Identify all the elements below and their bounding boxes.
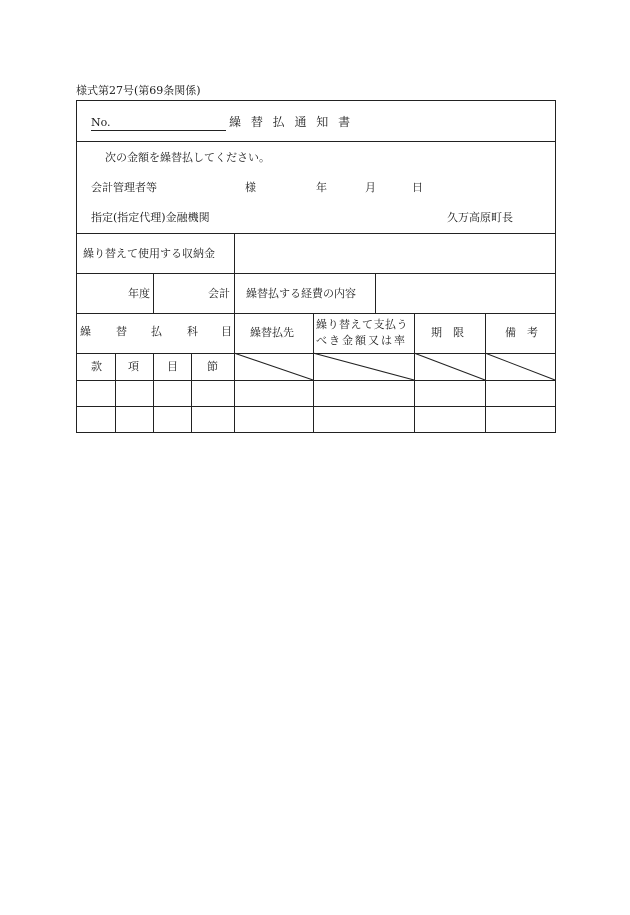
subheader-setsu: 節: [207, 360, 218, 373]
addressee-label: 会計管理者等: [91, 181, 157, 194]
issuer-label: 久万高原町長: [447, 211, 513, 224]
diagonal-payee: [234, 353, 313, 380]
revenue-label: 繰り替えて使用する収納金: [83, 247, 215, 260]
instruction-text: 次の金額を繰替払してください。: [105, 151, 270, 164]
period-header: 期 限: [431, 326, 464, 339]
account-category-header: [77, 313, 234, 353]
fiscal-year-suffix: 年度: [128, 287, 150, 300]
month-label: 月: [365, 181, 376, 194]
form-number-title: 様式第27号(第69条関係): [76, 84, 201, 97]
subheader-moku: 目: [167, 360, 178, 373]
amount-header-line2: べき金額又は率: [316, 334, 407, 347]
header-char-2: 替: [116, 325, 127, 338]
bank-label: 指定(指定代理)金融機関: [91, 211, 210, 224]
diagonal-amount: [313, 353, 414, 380]
notice-form: [76, 100, 556, 433]
subheader-kan: 款: [91, 360, 102, 373]
diagonal-period: [414, 353, 485, 380]
number-field[interactable]: [91, 116, 226, 131]
amount-header-line1: 繰り替えて支払う: [316, 318, 408, 331]
remarks-header: 備 考: [505, 326, 538, 339]
year-label: 年: [316, 181, 327, 194]
header-char-5: 目: [221, 325, 232, 338]
payee-header: 繰替払先: [250, 326, 294, 339]
header-row: [77, 101, 555, 141]
account-suffix: 会計: [208, 287, 230, 300]
diagonal-remarks: [485, 353, 555, 380]
header-char-3: 払: [151, 325, 162, 338]
revenue-value-field[interactable]: [235, 234, 555, 272]
day-label: 日: [412, 181, 423, 194]
honorific-label: 様: [245, 181, 256, 194]
expense-value-field[interactable]: [376, 274, 555, 312]
number-label: No.: [91, 116, 111, 129]
header-char-1: 繰: [80, 325, 91, 338]
expense-label: 繰替払する経費の内容: [246, 287, 356, 300]
table-row[interactable]: [77, 407, 555, 432]
document-title: 繰 替 払 通 知 書: [229, 115, 354, 129]
table-row[interactable]: [77, 381, 555, 406]
header-char-4: 科: [187, 325, 198, 338]
subheader-kou: 項: [128, 360, 139, 373]
